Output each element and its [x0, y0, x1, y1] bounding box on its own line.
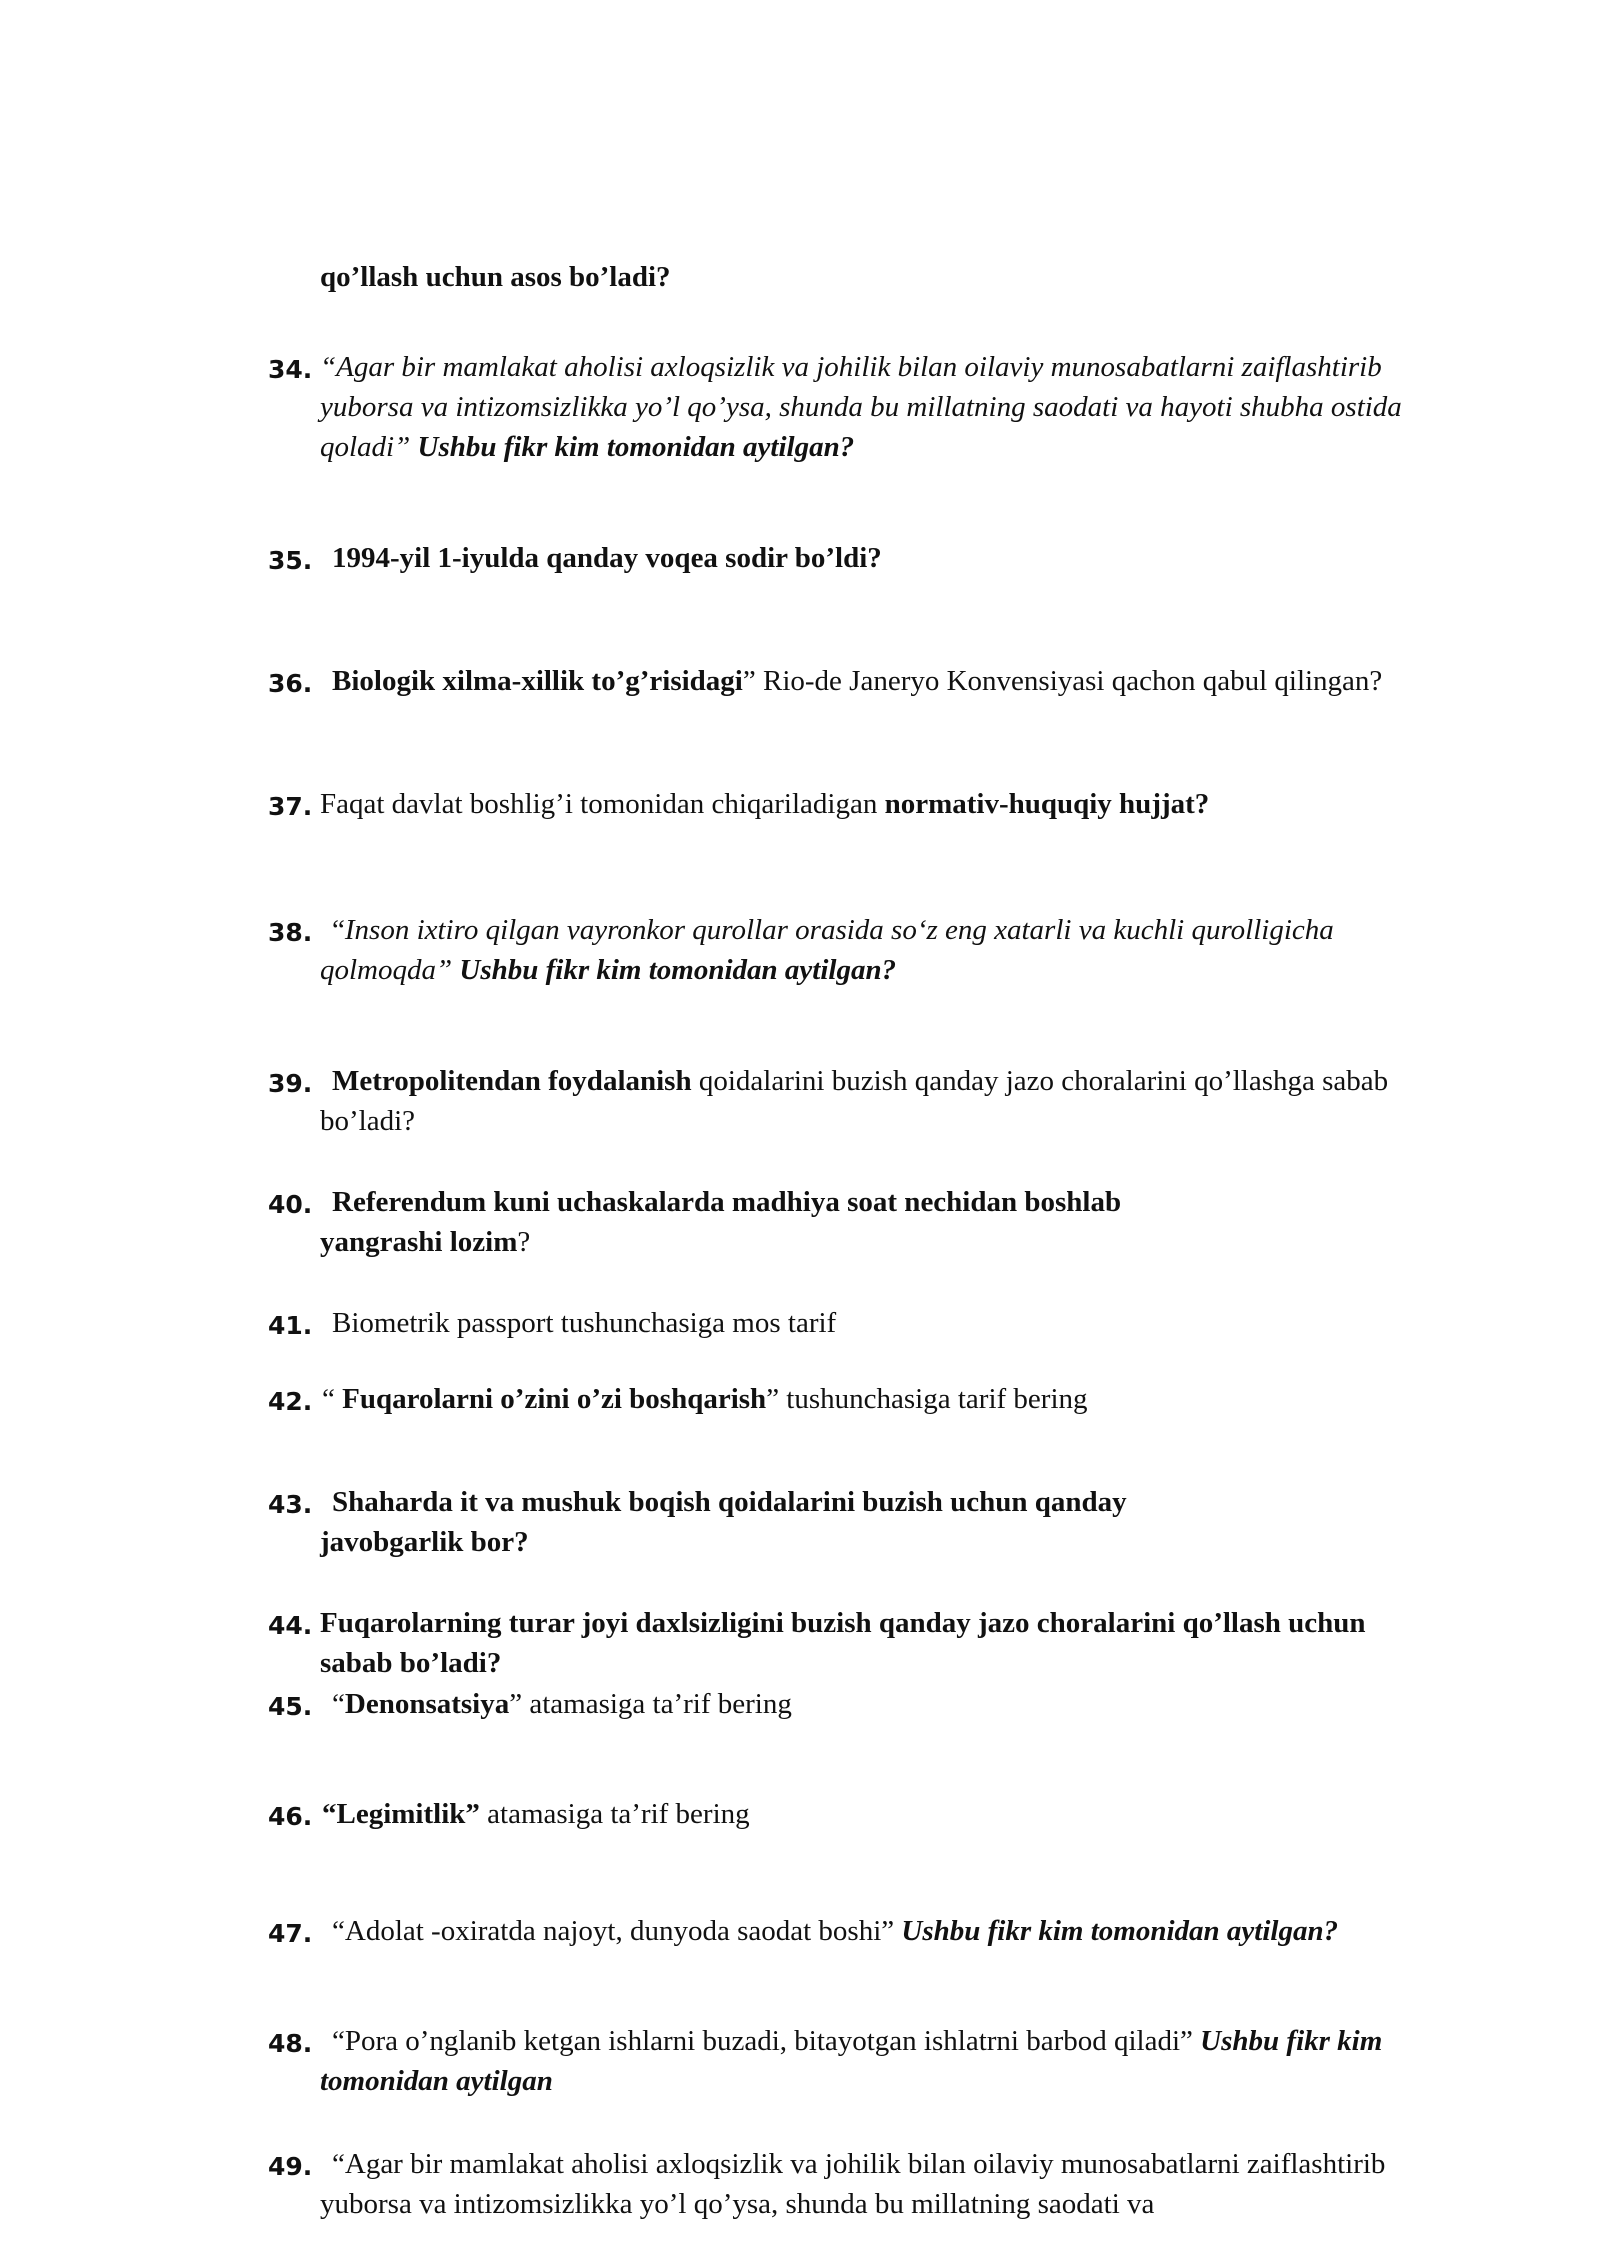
question-43	[268, 1482, 1198, 1562]
question-number: 42.	[268, 1387, 313, 1416]
quote-text: Inson ixtiro qilgan vayronkor qurollar orasida so‘z eng xatarli va kuchli qurolligicha qolmoqda”	[320, 914, 1334, 986]
question-rest-text: ” Rio-de Janeryo Konvensiyasi qachon qabul qilingan?	[742, 665, 1383, 697]
question-bold-text: Metropolitendan foydalanish	[332, 1065, 692, 1097]
question-text: Fuqarolarning turar joyi daxlsizligini buzish qanday jazo choralarini qo’llash uchun sabab bo’ladi?	[320, 1607, 1366, 1679]
quote-text: “Adolat -oxiratda najoyt, dunyoda saodat boshi”	[332, 1915, 895, 1947]
question-number: 38.	[268, 918, 313, 947]
question-number: 39.	[268, 1069, 313, 1098]
question-bold-text: Denonsatsiya	[344, 1688, 510, 1720]
question-bold-text: normativ-huquqiy hujjat?	[884, 788, 1210, 820]
question-number: 40.	[268, 1190, 313, 1219]
question-34	[268, 347, 1448, 467]
question-49	[268, 2144, 1448, 2224]
continuation-line: qo’llash uchun asos bo’ladi?	[320, 261, 671, 293]
question-text: Ushbu fikr kim tomonidan aytilgan?	[459, 954, 897, 986]
question-number: 48.	[268, 2029, 313, 2058]
question-number: 35.	[268, 546, 313, 575]
question-rest-text: ?	[517, 1226, 531, 1258]
question-text: Biometrik passport tushunchasiga mos tarif	[332, 1307, 837, 1339]
question-number: 34.	[268, 355, 313, 384]
quote-text: “Agar bir mamlakat aholisi axloqsizlik va johilik bilan oilaviy munosabatlarni zaiflashtirib yuborsa va intizomsizlikka yo’l qo’ysa, shunda bu millatning saodati va hayoti shubha ostida qoladi”	[320, 351, 1402, 463]
question-number: 41.	[268, 1311, 313, 1340]
question-number: 44.	[268, 1611, 313, 1640]
question-42	[268, 1379, 1468, 1419]
question-number: 47.	[268, 1919, 313, 1948]
question-number: 49.	[268, 2152, 313, 2181]
quote-open-mark: “	[332, 1688, 345, 1720]
question-plain-text: Faqat davlat boshlig’i tomonidan chiqariladigan	[320, 788, 878, 820]
question-40	[268, 1182, 1198, 1262]
question-37	[268, 784, 1468, 824]
question-41	[268, 1303, 1468, 1343]
question-48	[268, 2021, 1468, 2101]
question-39	[268, 1061, 1448, 1141]
question-text: Shaharda it va mushuk boqish qoidalarini buzish uchun qanday javobgarlik bor?	[320, 1486, 1127, 1558]
question-bold-text: Referendum kuni uchaskalarda madhiya soat nechidan boshlab yangrashi lozim	[320, 1186, 1122, 1258]
question-36	[268, 661, 1418, 701]
question-text: 1994-yil 1-iyulda qanday voqea sodir bo’ldi?	[332, 542, 882, 574]
question-45	[268, 1684, 1468, 1724]
question-47	[268, 1911, 1518, 1951]
quote-open-mark: “	[332, 914, 345, 946]
question-44	[268, 1603, 1418, 1683]
question-number: 43.	[268, 1490, 313, 1519]
question-rest-text: qoidalarini buzish qanday jazo choralarini qo’llashga sabab bo’ladi?	[320, 1065, 1389, 1137]
question-38	[268, 910, 1468, 990]
question-number: 36.	[268, 669, 313, 698]
question-text: Ushbu fikr kim tomonidan aytilgan?	[901, 1915, 1339, 1947]
question-number: 46.	[268, 1802, 313, 1831]
question-number: 45.	[268, 1692, 313, 1721]
question-text: Ushbu fikr kim tomonidan aytilgan?	[417, 431, 855, 463]
question-number: 37.	[268, 792, 313, 821]
question-bold-text: Biologik xilma-xillik to’g’risidagi	[332, 665, 743, 697]
question-35	[268, 538, 1468, 578]
question-bold-text: Fuqarolarni o’zini o’zi boshqarish	[342, 1383, 767, 1415]
quote-open-mark: “	[322, 1383, 335, 1415]
question-text: “Agar bir mamlakat aholisi axloqsizlik va johilik bilan oilaviy munosabatlarni zaiflashtirib yuborsa va intizomsizlikka yo’l qo’ysa, shunda bu millatning saodati va	[320, 2148, 1386, 2220]
question-bold-text: “Legimitlik”	[322, 1798, 480, 1830]
quote-text: “Pora o’nglanib ketgan ishlarni buzadi, bitayotgan ishlatrni barbod qiladi”	[332, 2025, 1193, 2057]
question-rest-text: atamasiga ta’rif bering	[487, 1798, 750, 1830]
question-rest-text: ” tushunchasiga tarif bering	[766, 1383, 1088, 1415]
question-rest-text: ” atamasiga ta’rif bering	[509, 1688, 792, 1720]
question-text: Ushbu fikr kim tomonidan aytilgan	[320, 2025, 1383, 2097]
question-46	[268, 1794, 1468, 1834]
